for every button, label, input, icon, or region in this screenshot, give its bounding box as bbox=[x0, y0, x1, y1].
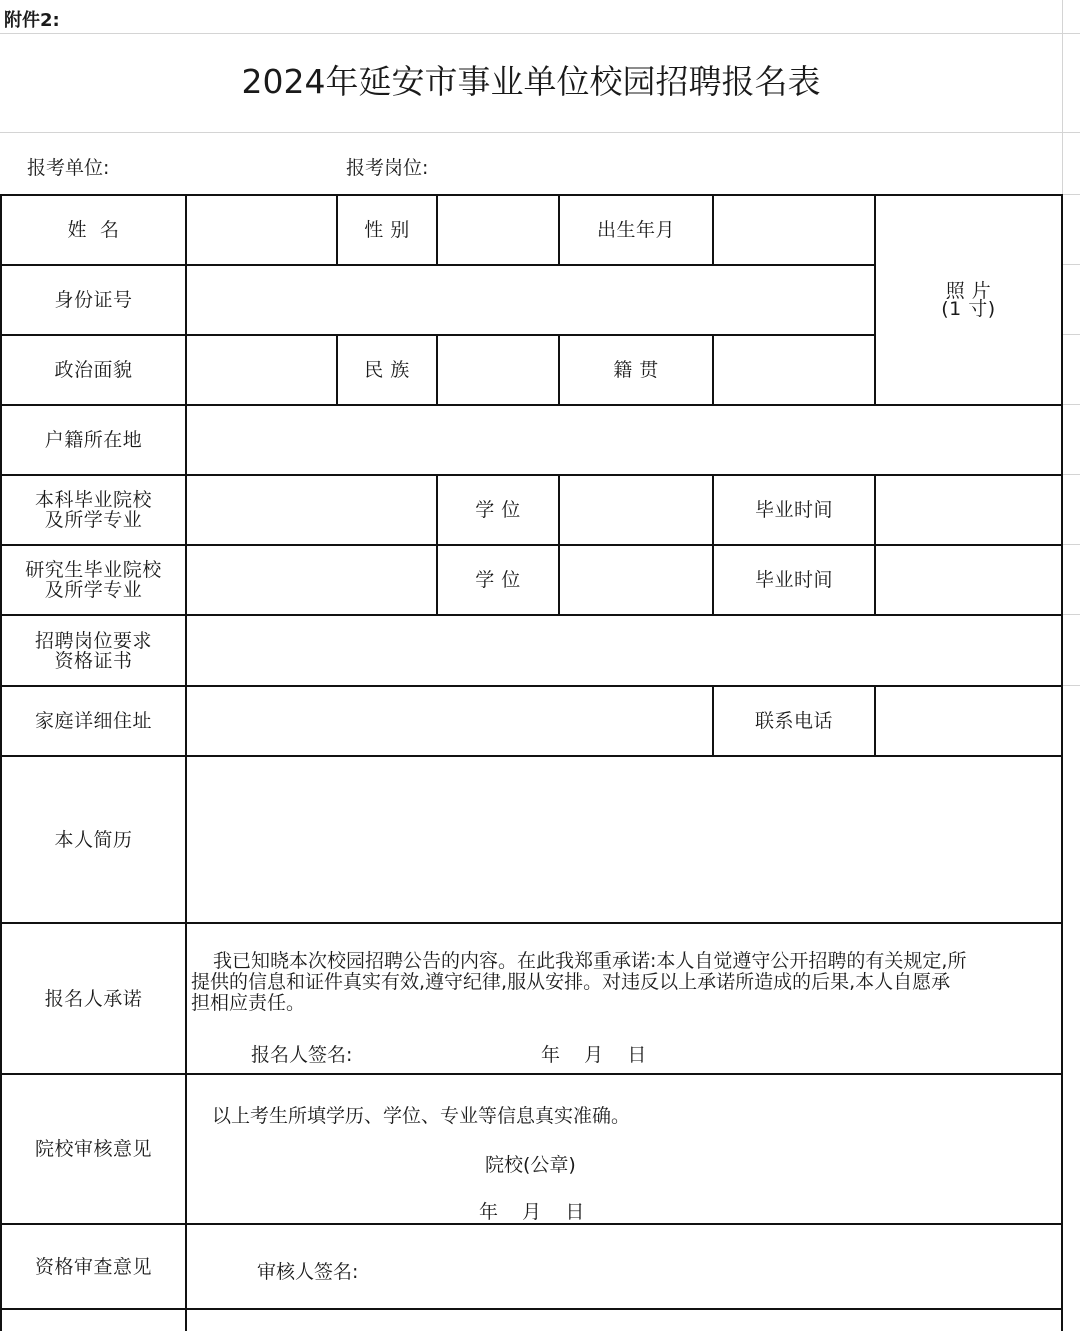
applicant-signature-label: 报名人签名: bbox=[251, 1044, 353, 1066]
school-seal: 院校(公章) bbox=[485, 1154, 576, 1176]
resume-field[interactable] bbox=[187, 757, 1061, 922]
name-field[interactable] bbox=[187, 196, 336, 264]
undergrad-field[interactable] bbox=[187, 476, 436, 544]
undergrad-label-line2: 及所学专业 bbox=[44, 509, 143, 531]
degree-field-1[interactable] bbox=[560, 476, 712, 544]
postgrad-field[interactable] bbox=[187, 546, 436, 614]
sheet-gridline bbox=[1062, 685, 1080, 686]
native-place-field[interactable] bbox=[714, 336, 874, 404]
applied-post-label: 报考岗位: bbox=[346, 157, 429, 179]
ethnicity-field[interactable] bbox=[438, 336, 558, 404]
commitment-label: 报名人承诺 bbox=[44, 987, 143, 1010]
sheet-gridline bbox=[1062, 474, 1080, 475]
phone-field[interactable] bbox=[876, 687, 1061, 755]
address-label: 家庭详细住址 bbox=[34, 710, 152, 732]
photo-label: 照 片 bbox=[945, 280, 992, 302]
commitment-line-1: 我已知晓本次校园招聘公告的内容。在此我郑重承诺:本人自觉遵守公开招聘的有关规定,所 bbox=[213, 950, 967, 972]
certificate-field[interactable] bbox=[187, 616, 1061, 685]
id-number-field[interactable] bbox=[187, 266, 874, 334]
postgrad-label-line2: 及所学专业 bbox=[44, 579, 143, 601]
resume-label: 本人简历 bbox=[54, 828, 133, 851]
table-border bbox=[0, 1308, 1063, 1310]
name-label: 姓 名 bbox=[67, 219, 120, 241]
commitment-date: 年 月 日 bbox=[541, 1044, 647, 1066]
birth-field[interactable] bbox=[714, 196, 874, 264]
postgrad-label bbox=[2, 546, 185, 614]
certificate-label-line1: 招聘岗位要求 bbox=[34, 629, 152, 652]
photo-box[interactable] bbox=[876, 196, 1061, 404]
id-number-label: 身份证号 bbox=[54, 289, 133, 311]
school-review-date: 年 月 日 bbox=[479, 1201, 585, 1223]
household-label: 户籍所在地 bbox=[44, 429, 143, 451]
photo-size-label: (1 寸) bbox=[941, 298, 996, 320]
political-field[interactable] bbox=[187, 336, 336, 404]
grad-time-field-2[interactable] bbox=[876, 546, 1061, 614]
household-field[interactable] bbox=[187, 406, 1061, 474]
phone-label: 联系电话 bbox=[754, 710, 833, 732]
commitment-line-3: 担相应责任。 bbox=[191, 992, 306, 1014]
postgrad-label-line1: 研究生毕业院校 bbox=[25, 559, 162, 581]
degree-label-2: 学 位 bbox=[475, 569, 521, 591]
undergrad-label-line1: 本科毕业院校 bbox=[34, 489, 152, 511]
page-title: 2024年延安市事业单位校园招聘报名表 bbox=[241, 62, 821, 101]
grad-time-label-1: 毕业时间 bbox=[754, 499, 833, 521]
certificate-label bbox=[2, 616, 185, 685]
political-label: 政治面貌 bbox=[54, 359, 133, 381]
gender-label: 性 别 bbox=[364, 219, 410, 241]
birth-label: 出生年月 bbox=[596, 219, 675, 241]
gender-field[interactable] bbox=[438, 196, 558, 264]
native-place-label: 籍 贯 bbox=[613, 359, 659, 381]
applied-unit-label: 报考单位: bbox=[27, 157, 110, 179]
certificate-label-line2: 资格证书 bbox=[54, 649, 133, 672]
commitment-line-2: 提供的信息和证件真实有效,遵守纪律,服从安排。对违反以上承诺所造成的后果,本人自愿承 bbox=[191, 971, 951, 993]
degree-field-2[interactable] bbox=[560, 546, 712, 614]
attachment-label: 附件2: bbox=[4, 10, 60, 31]
school-review-label: 院校审核意见 bbox=[34, 1138, 152, 1160]
school-statement: 以上考生所填学历、学位、专业等信息真实准确。 bbox=[212, 1105, 631, 1127]
undergrad-label bbox=[2, 476, 185, 544]
sheet-gridline bbox=[1062, 404, 1080, 405]
grad-time-label-2: 毕业时间 bbox=[754, 569, 833, 591]
table-border bbox=[1061, 194, 1063, 1331]
grad-time-field-1[interactable] bbox=[876, 476, 1061, 544]
reviewer-signature-label: 审核人签名: bbox=[257, 1261, 359, 1283]
sheet-gridline bbox=[1062, 194, 1080, 195]
sheet-gridline bbox=[1062, 544, 1080, 545]
address-field[interactable] bbox=[187, 687, 712, 755]
qualification-label: 资格审查意见 bbox=[34, 1255, 152, 1278]
sheet-gridline bbox=[1062, 614, 1080, 615]
sheet-gridline bbox=[0, 132, 1080, 133]
sheet-gridline bbox=[1062, 264, 1080, 265]
sheet-gridline bbox=[0, 33, 1080, 34]
ethnicity-label: 民 族 bbox=[364, 359, 410, 381]
sheet-gridline bbox=[1062, 334, 1080, 335]
degree-label-1: 学 位 bbox=[475, 499, 521, 521]
